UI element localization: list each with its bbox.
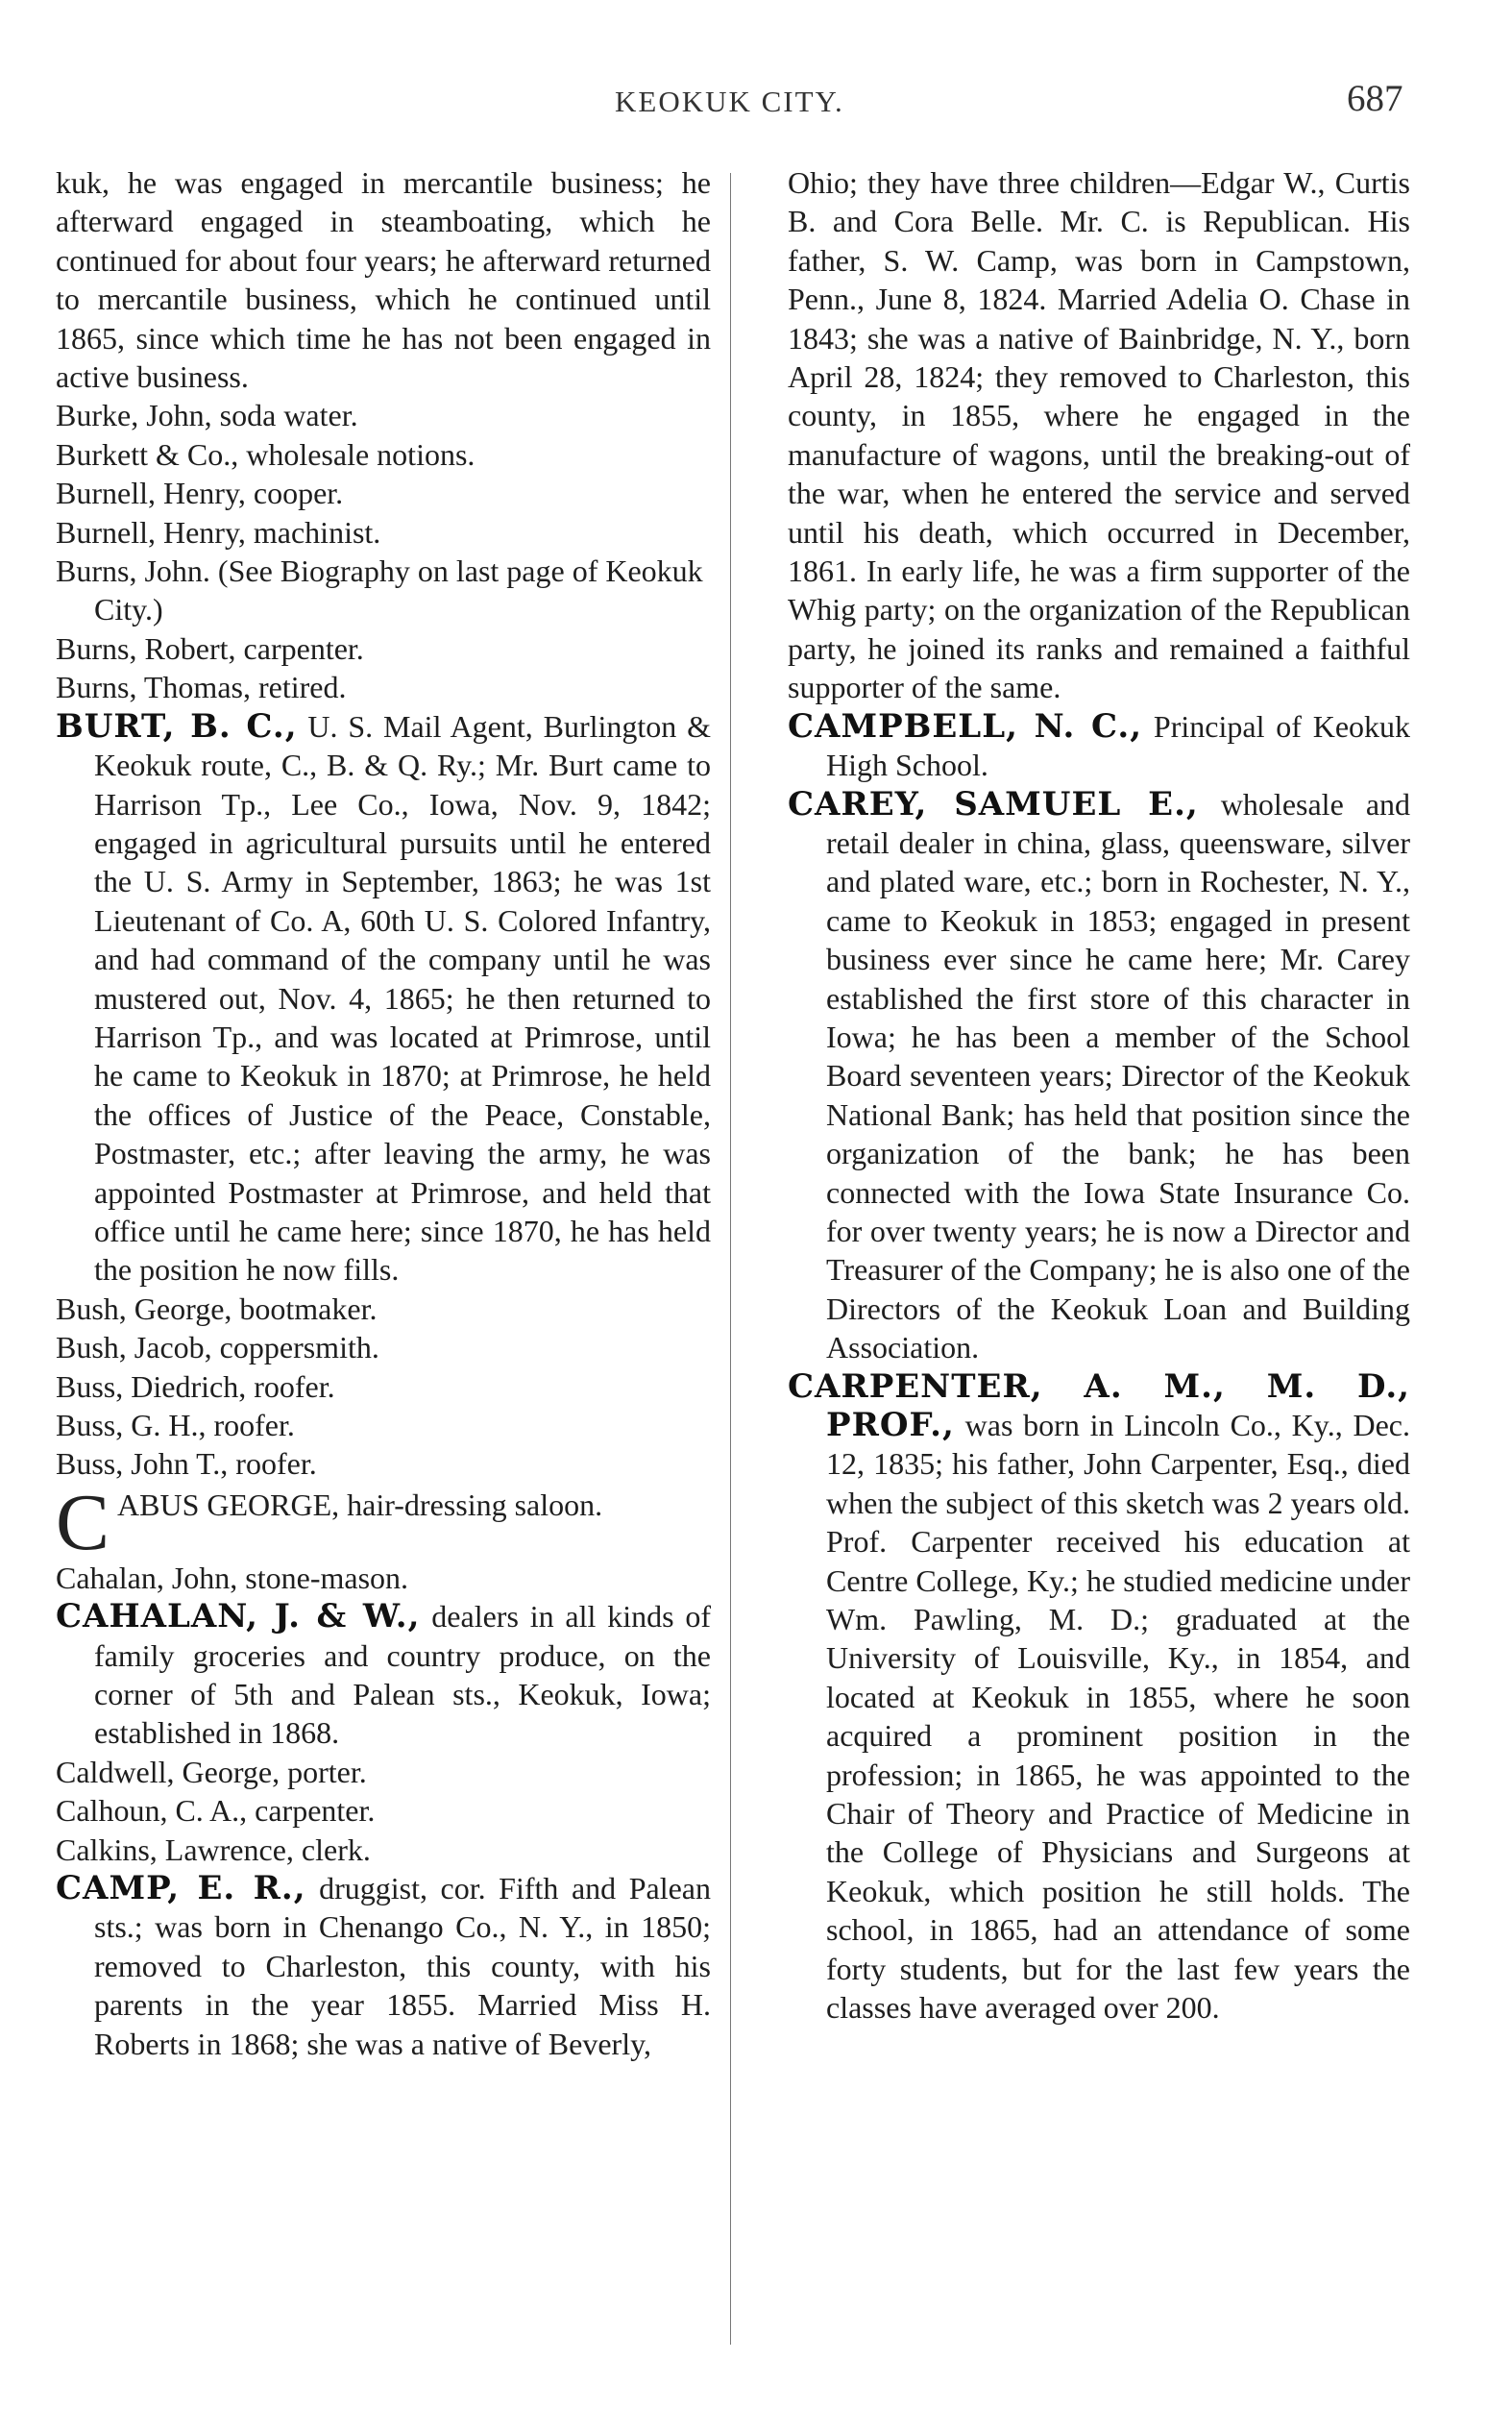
entry-text: ABUS GEORGE, hair-dressing saloon. [117,1487,603,1522]
right-column [788,163,1410,2028]
biography-entry-camp [56,1869,711,2063]
biography-entry-campbell [788,707,1410,785]
entry-text: was born in Lincoln Co., Ky., Dec. 12, 1835; his father, John Carpenter, Esq., died when the subject of this sketch was 2 years old. Prof. Carpenter received his education at Centre College, Ky.; he studied medicine under Wm. Pawling, M. D.; graduated at the University of Louisville, Ky., in 1854, and located at Keokuk in 1855, where he soon acquired a prominent position in the profession; in 1865, he was appointed to the Chair of Theory and Practice of Medicine in the College of Physicians and Surgeons at Keokuk, which position he still holds. The school, in 1865, had an attendance of some forty students, but for the last few years the classes have averaged over 200. [826,1408,1411,2026]
entry-text: wholesale and retail dealer in china, glass, queensware, silver and plated ware, etc.; born in Rochester, N. Y., came to Keokuk in 1853; engaged in present business ever since he came here; Mr. Carey established the first store of this character in Iowa; he has been a member of the School Board seventeen years; Director of the Keokuk National Bank; has held that position since the organization of the bank; he has been connected with the Iowa State Insurance Co. for over twenty years; he is now a Director and Treasurer of the Company; he is also one of the Directors of the Keokuk Loan and Building Association. [826,786,1411,1365]
entry-name: CAHALAN, J. & W., [56,1597,421,1636]
directory-entry: Calkins, Lawrence, clerk. [56,1832,371,1867]
directory-entry: Buss, G. H., roofer. [56,1408,295,1442]
directory-entry: Calhoun, C. A., carpenter. [56,1793,376,1829]
biography-entry-carpenter [788,1367,1410,2028]
section-c-start [56,1477,711,1567]
entry-name: CARPENTER, A. M., M. D., PROF., [788,1366,1410,1444]
page-number: 687 [1347,78,1403,119]
directory-entry: Burkett & Co., wholesale notions. [56,436,476,472]
left-column [56,163,711,2063]
directory-entry: Burns, John. (See Biography on last page of Keokuk City.) [56,553,703,627]
directory-entry: Caldwell, George, porter. [56,1754,367,1789]
directory-entry: Buss, Diedrich, roofer. [56,1368,335,1404]
directory-entry: Cahalan, John, stone-mason. [56,1560,409,1595]
running-title: KEOKUK CITY. [615,85,844,118]
entry-name: CAMP, E. R., [56,1869,306,1908]
entry-name: BURT, B. C., [56,706,298,746]
directory-entry: Bush, Jacob, coppersmith. [56,1330,379,1365]
directory-entry: Burke, John, soda water. [56,398,358,433]
column-divider [730,173,731,2345]
entry-text: Principal of Keokuk High School. [826,708,1411,783]
biography-entry-burt [56,707,711,1290]
entry-text: dealers in all kinds of family groceries and country produce, on the corner of 5th and Palean sts., Keokuk, Iowa; established in 1868. [94,1599,712,1751]
entry-name: CAMPBELL, N. C., [788,706,1143,746]
page-header [0,78,1512,133]
entry-text: druggist, cor. Fifth and Palean sts.; was born in Chenango Co., N. Y., in 1850; removed to Charleston, this county, with his parents in the year 1855. Married Miss H. Roberts in 1868; she was a native of Beverly, [94,1871,711,2061]
biography-entry-cahalan [56,1597,711,1753]
directory-entry: Buss, John T., roofer. [56,1446,317,1482]
directory-entry: Burns, Robert, carpenter. [56,630,364,666]
directory-entry: Burnell, Henry, machinist. [56,514,381,550]
drop-cap: C [56,1477,110,1567]
continued-entry: Ohio; they have three children—Edgar W., Curtis B. and Cora Belle. Mr. C. is Republican. His father, S. W. Camp, was born in Campstown, Penn., June 8, 1824. Married Adelia O. Chase in 1843; she was a native of Bainbridge, N. Y., born April 28, 1824; they removed to Charleston, this county, in 1855, where he engaged in the manufacture of wagons, until the breaking-out of the war, when he entered the service and served until his death, which occurred in December, 1861. In early life, he was a firm supporter of the Whig party; on the organization of the Republican party, he joined its ranks and remained a faithful supporter of the same. [788,165,1410,705]
directory-entry: Burns, Thomas, retired. [56,670,347,705]
biography-entry-carey [788,785,1410,1367]
directory-entry: Bush, George, bootmaker. [56,1291,378,1326]
entry-text: U. S. Mail Agent, Burlington & Keokuk route, C., B. & Q. Ry.; Mr. Burt came to Harrison Tp., Lee Co., Iowa, Nov. 9, 1842; engaged in agricultural pursuits until he entered the U. S. Army in September, 1863; he was 1st Lieutenant of Co. A, 60th U. S. Colored Infantry, and had command of the company until he was mustered out, Nov. 4, 1865; he then returned to Harrison Tp., and was located at Primrose, until he came to Keokuk in 1870; at Primrose, he held the offices of Justice of the Peace, Constable, Postmaster, etc.; after leaving the army, he was appointed Postmaster at Primrose, and held that office until he came here; since 1870, he has held the position he now fills. [94,708,712,1288]
directory-entry: Burnell, Henry, cooper. [56,476,344,511]
continued-entry: kuk, he was engaged in mercantile business; he afterward engaged in steamboating, which he continued for about four years; he afterward returned to mercantile business, which he continued until 1865, since which time he has not been engaged in active business. [56,165,711,395]
entry-name: CAREY, SAMUEL E., [788,784,1199,824]
